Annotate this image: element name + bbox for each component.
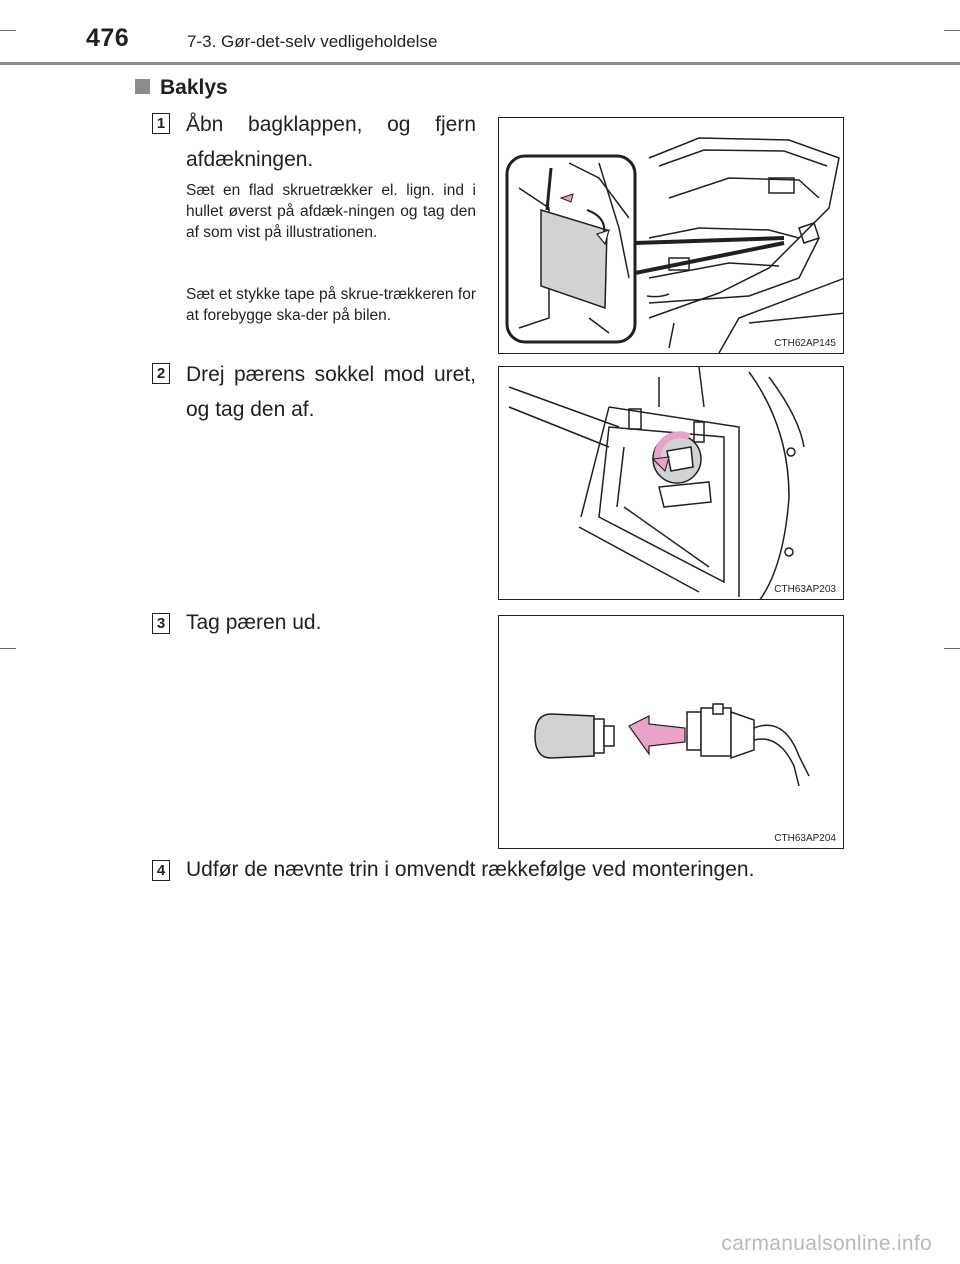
step-number: 4 [152, 860, 170, 881]
step-text: Drej pærens sokkel mod uret, og tag den af. [186, 363, 476, 421]
figure-code: CTH62AP145 [774, 338, 836, 349]
crop-mark [0, 648, 16, 649]
header-rule [0, 62, 960, 65]
crop-mark [944, 30, 960, 31]
step-number: 3 [152, 613, 170, 634]
step-text: Tag pæren ud. [186, 611, 322, 634]
figure-remove-bulb [498, 615, 844, 849]
remove-bulb-illustration [499, 616, 844, 849]
page-number: 476 [86, 24, 130, 52]
figure-bulb-socket [498, 366, 844, 600]
section-title: 7-3. Gør-det-selv vedligeholdelse [187, 32, 438, 51]
subheading-text: Baklys [160, 76, 228, 99]
watermark: carmanualsonline.info [721, 1232, 932, 1255]
figure-code: CTH63AP204 [774, 833, 836, 844]
step-number: 2 [152, 363, 170, 384]
figure-code: CTH63AP203 [774, 584, 836, 595]
step-number: 1 [152, 113, 170, 134]
bulb-socket-illustration [499, 367, 844, 600]
subheading [135, 76, 228, 100]
step-text: Åbn bagklappen, og fjern afdækningen. [186, 113, 476, 171]
figure-open-tailgate [498, 117, 844, 354]
crop-mark [944, 648, 960, 649]
square-bullet-icon [135, 79, 150, 94]
step-note: Sæt en flad skruetrækker el. lign. ind i hullet øverst på afdæk-ningen og tag den af som vist på illustrationen. [186, 182, 476, 241]
tailgate-illustration [499, 118, 844, 354]
step-text: Udfør de nævnte trin i omvendt rækkefølge ved monteringen. [186, 858, 755, 881]
crop-mark [0, 30, 16, 31]
step-note: Sæt et stykke tape på skrue-trækkeren for at forebygge ska-der på bilen. [186, 286, 476, 324]
